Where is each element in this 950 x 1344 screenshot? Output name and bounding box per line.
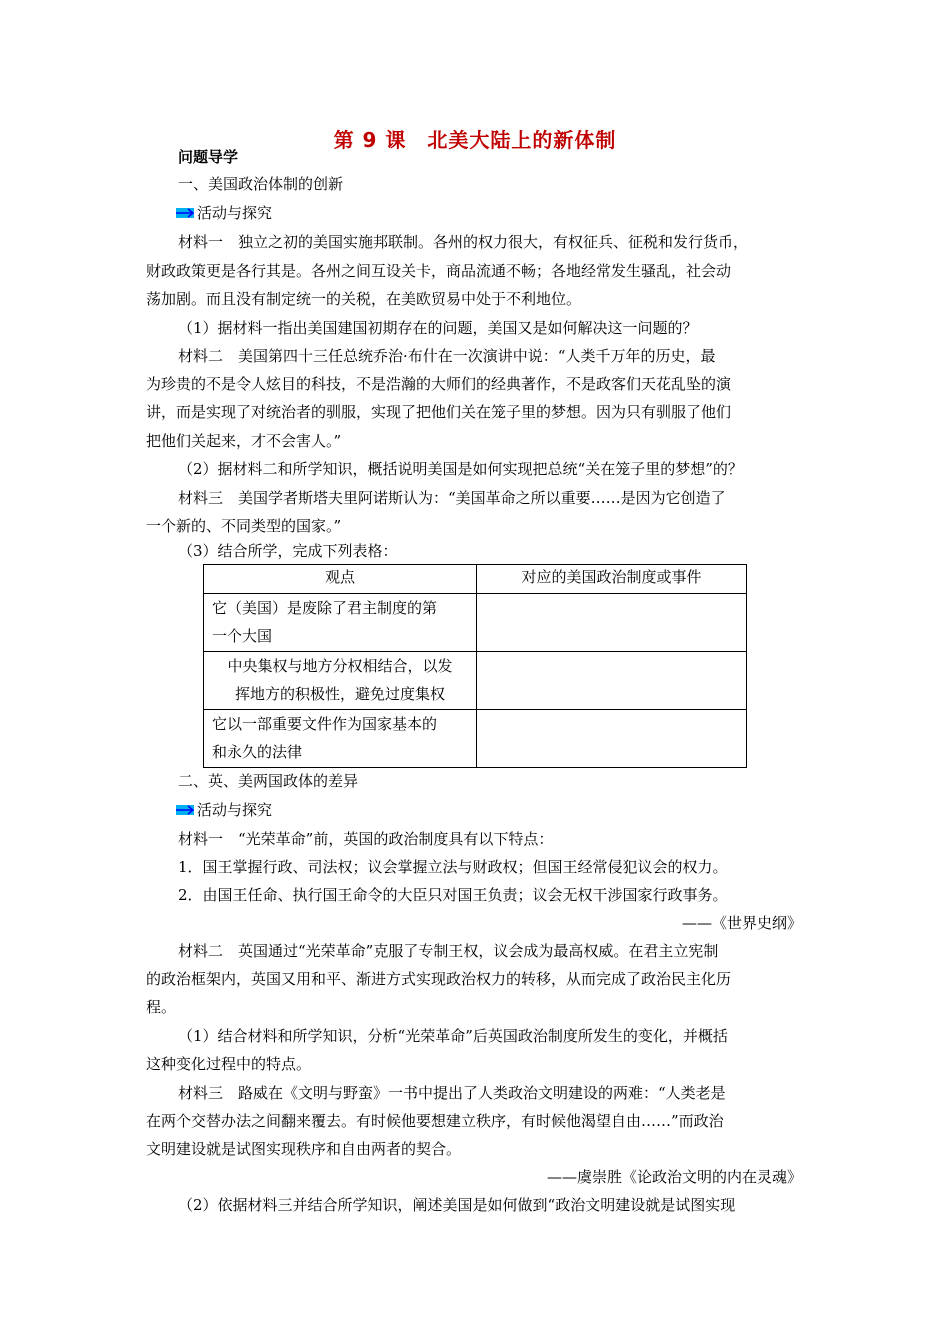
table-header-viewpoint: 观点	[204, 565, 477, 594]
s2-question2: （2）依据材料三并结合所学知识，阐述美国是如何做到“政治文明建设就是试图实现	[178, 1196, 736, 1214]
s1-m2-line3: 讲，而是实现了对统治者的驯服，实现了把他们关在笼子里的梦想。因为只有驯服了他们	[146, 403, 732, 421]
s2-q1-line1: （1）结合材料和所学知识，分析“光荣革命”后英国政治制度所发生的变化，并概括	[178, 1027, 728, 1045]
section1-activity	[176, 203, 272, 225]
s2-m3-line2: 在两个交替办法之间翻来覆去。有时候他要想建立秩序，有时候他渴望自由……”而政治	[146, 1112, 724, 1130]
section2-heading: 二、英、美两国政体的差异	[178, 772, 359, 790]
s2-m2-line3: 程。	[146, 998, 177, 1016]
s1-m2-line4: 把他们关起来，才不会害人。”	[146, 432, 342, 450]
s2-m3-line1: 材料三 路威在《文明与野蛮》一书中提出了人类政治文明建设的两难：“人类老是	[178, 1084, 726, 1102]
s1-question2: （2）据材料二和所学知识，概括说明美国是如何实现把总统“关在笼子里的梦想”的？	[178, 460, 743, 478]
s2-m2-line1: 材料二 英国通过“光荣革命”克服了专制王权，议会成为最高权威。在君主立宪制	[178, 942, 719, 960]
s1-question1: （1）据材料一指出美国建国初期存在的问题，美国又是如何解决这一问题的？	[178, 319, 698, 337]
s2-m1-source: ——《世界史纲》	[681, 914, 802, 932]
arrow-right-icon	[176, 206, 196, 220]
s1-m1-line3: 荡加剧。而且没有制定统一的关税，在美欧贸易中处于不利地位。	[146, 290, 582, 308]
s2-m1-point1: 1．国王掌握行政、司法权；议会掌握立法与财政权；但国王经常侵犯议会的权力。	[178, 858, 728, 876]
s1-m2-line2: 为珍贵的不是令人炫目的科技，不是浩瀚的大师们的经典著作，不是政客们天花乱坠的演	[146, 375, 732, 393]
activity-label: 活动与探究	[197, 801, 273, 819]
s1-question3: （3）结合所学，完成下列表格：	[178, 542, 398, 560]
s2-m3-source: ——虞崇胜《论政治文明的内在灵魂》	[546, 1168, 802, 1186]
s2-m2-line2: 的政治框架内，英国又用和平、渐进方式实现政治权力的转移，从而完成了政治民主化历	[146, 970, 732, 988]
table-row	[204, 652, 747, 710]
table-header-row	[204, 565, 747, 594]
table-header-system: 对应的美国政治制度或事件	[477, 565, 747, 594]
table-cell-viewpoint: 它以一部重要文件作为国家基本的 和永久的法律	[204, 710, 477, 768]
table-row	[204, 594, 747, 652]
s2-q1-line2: 这种变化过程中的特点。	[146, 1055, 312, 1073]
arrow-right-icon	[176, 803, 196, 817]
s1-m3-line1: 材料三 美国学者斯塔夫里阿诺斯认为：“美国革命之所以重要……是因为它创造了	[178, 489, 726, 507]
s1-m3-line2: 一个新的、不同类型的国家。”	[146, 517, 342, 535]
s2-m3-line3: 文明建设就是试图实现秩序和自由两者的契合。	[146, 1140, 462, 1158]
s1-m1-line2: 财政政策更是各行其是。各州之间互设关卡，商品流通不畅；各地经常发生骚乱，社会动	[146, 262, 732, 280]
s1-m2-line1: 材料二 美国第四十三任总统乔治·布什在一次演讲中说：“人类千万年的历史，最	[178, 347, 716, 365]
table-row	[204, 710, 747, 768]
s2-m1-intro: 材料一 “光荣革命”前，英国的政治制度具有以下特点：	[178, 830, 554, 848]
table-cell-answer[interactable]	[477, 594, 747, 652]
section1-heading: 一、美国政治体制的创新	[178, 175, 344, 193]
table-cell-viewpoint: 中央集权与地方分权相结合，以发 挥地方的积极性，避免过度集权	[204, 652, 477, 710]
table-cell-answer[interactable]	[477, 652, 747, 710]
s2-m1-point2: 2．由国王任命、执行国王命令的大臣只对国王负责；议会无权干涉国家行政事务。	[178, 886, 728, 904]
viewpoint-table	[203, 564, 747, 768]
activity-label: 活动与探究	[197, 204, 273, 222]
table-cell-answer[interactable]	[477, 710, 747, 768]
section2-activity	[176, 800, 272, 822]
s1-m1-line1: 材料一 独立之初的美国实施邦联制。各州的权力很大，有权征兵、征税和发行货币，	[178, 233, 749, 251]
page-title: 第 9 课 北美大陆上的新体制	[333, 128, 617, 152]
table-cell-viewpoint: 它（美国）是废除了君主制度的第 一个大国	[204, 594, 477, 652]
guide-heading: 问题导学	[178, 148, 239, 166]
